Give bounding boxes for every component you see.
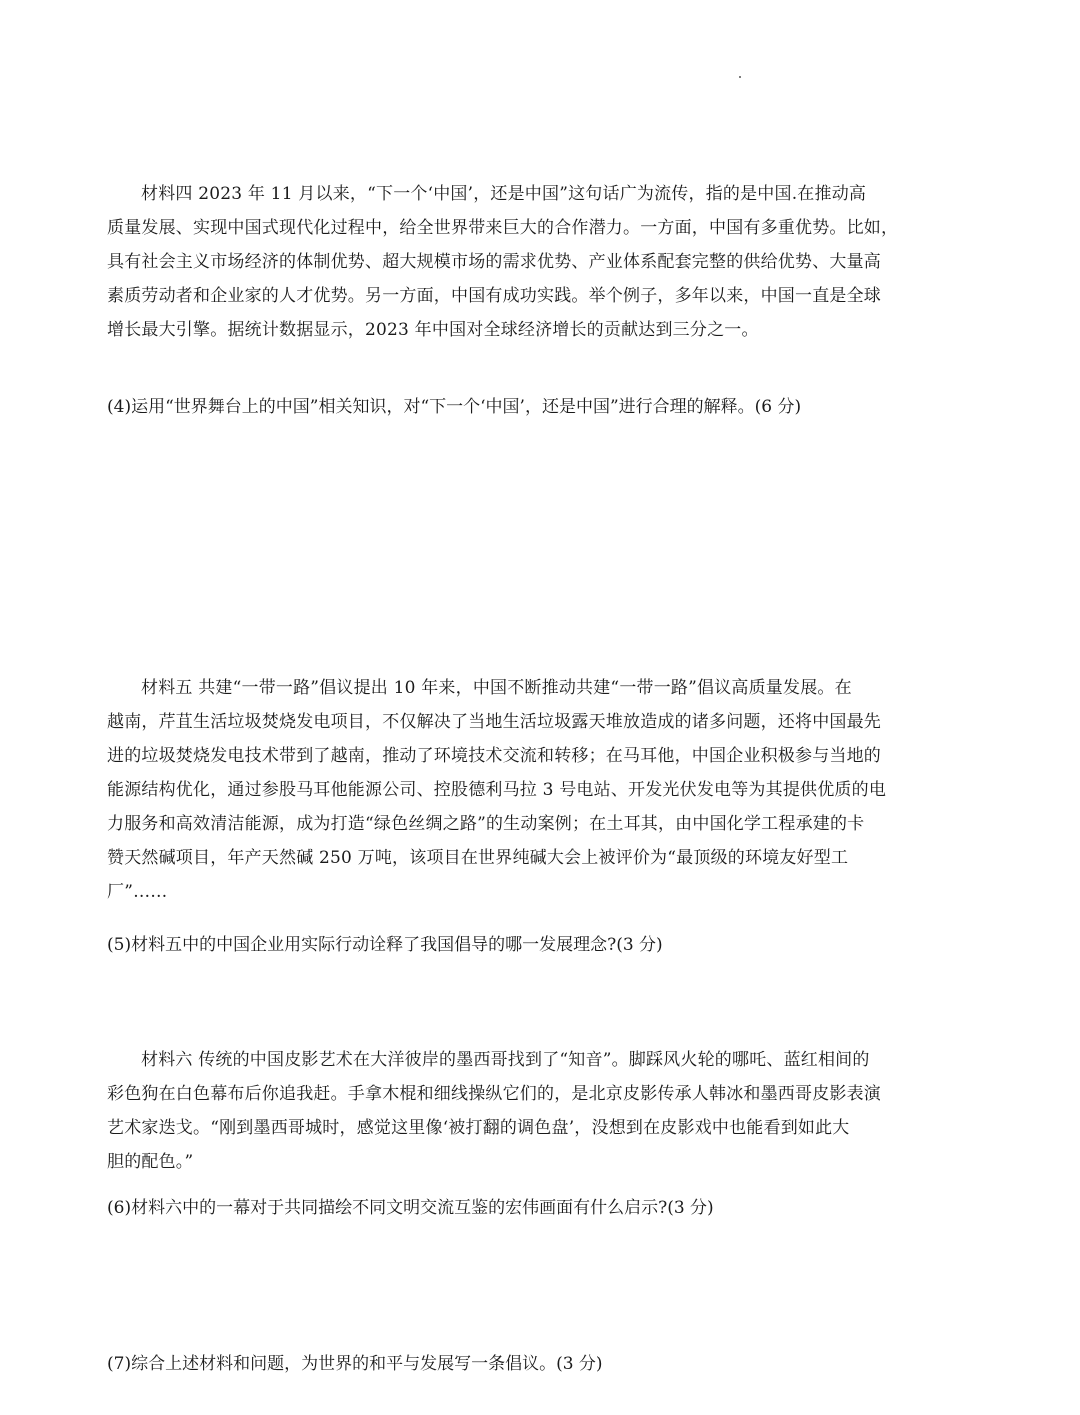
material-six-line: 材料六 传统的中国皮影艺术在大洋彼岸的墨西哥找到了“知音”。脚踩风火轮的哪吒、蓝红相间的 — [141, 1050, 870, 1070]
material-four-line: 具有社会主义市场经济的体制优势、超大规模市场的需求优势、产业体系配套完整的供给优势、大量高 — [107, 252, 881, 272]
question-five: (5)材料五中的中国企业用实际行动诠释了我国倡导的哪一发展理念?(3 分) — [107, 935, 663, 955]
material-four-line: 材料四 2023 年 11 月以来，“下一个‘中国’，还是中国”这句话广为流传，指的是中国.在推动高 — [141, 184, 867, 204]
question-six: (6)材料六中的一幕对于共同描绘不同文明交流互鉴的宏伟画面有什么启示?(3 分) — [107, 1198, 714, 1218]
material-six — [107, 1043, 977, 1179]
material-six-line: 艺术家迭戈。“刚到墨西哥城时，感觉这里像‘被打翻的调色盘’，没想到在皮影戏中也能看到如此大 — [107, 1118, 850, 1138]
material-four — [107, 177, 977, 347]
material-five-line: 力服务和高效清洁能源，成为打造“绿色丝绸之路”的生动案例；在土耳其，由中国化学工程承建的卡 — [107, 814, 865, 834]
material-five-line: 材料五 共建“一带一路”倡议提出 10 年来，中国不断推动共建“一带一路”倡议高质量发展。在 — [141, 678, 852, 698]
question-four: (4)运用“世界舞台上的中国”相关知识，对“下一个‘中国’，还是中国”进行合理的解释。(6 分) — [107, 397, 802, 417]
material-four-line: 素质劳动者和企业家的人才优势。另一方面，中国有成功实践。举个例子，多年以来，中国一直是全球 — [107, 286, 881, 306]
material-six-line: 彩色狗在白色幕布后你追我赶。手拿木棍和细线操纵它们的，是北京皮影传承人韩冰和墨西哥皮影表演 — [107, 1084, 881, 1104]
material-five — [107, 671, 977, 909]
material-five-line: 进的垃圾焚烧发电技术带到了越南，推动了环境技术交流和转移；在马耳他，中国企业积极参与当地的 — [107, 746, 881, 766]
question-seven: (7)综合上述材料和问题，为世界的和平与发展写一条倡议。(3 分) — [107, 1354, 603, 1374]
material-four-line: 增长最大引擎。据统计数据显示，2023 年中国对全球经济增长的贡献达到三分之一。 — [107, 320, 759, 340]
material-four-line: 质量发展、实现中国式现代化过程中，给全世界带来巨大的合作潜力。一方面，中国有多重优势。比如， — [107, 218, 899, 238]
scan-dot — [739, 76, 741, 78]
material-five-line: 赞天然碱项目，年产天然碱 250 万吨，该项目在世界纯碱大会上被评价为“最顶级的环境友好型工 — [107, 848, 849, 868]
material-five-line: 厂”…… — [107, 882, 168, 902]
material-six-line: 胆的配色。” — [107, 1152, 194, 1172]
material-five-line: 越南，芹苴生活垃圾焚烧发电项目，不仅解决了当地生活垃圾露天堆放造成的诸多问题，还将中国最先 — [107, 712, 881, 732]
material-five-line: 能源结构优化，通过参股马耳他能源公司、控股德利马拉 3 号电站、开发光伏发电等为其提供优质的电 — [107, 780, 887, 800]
